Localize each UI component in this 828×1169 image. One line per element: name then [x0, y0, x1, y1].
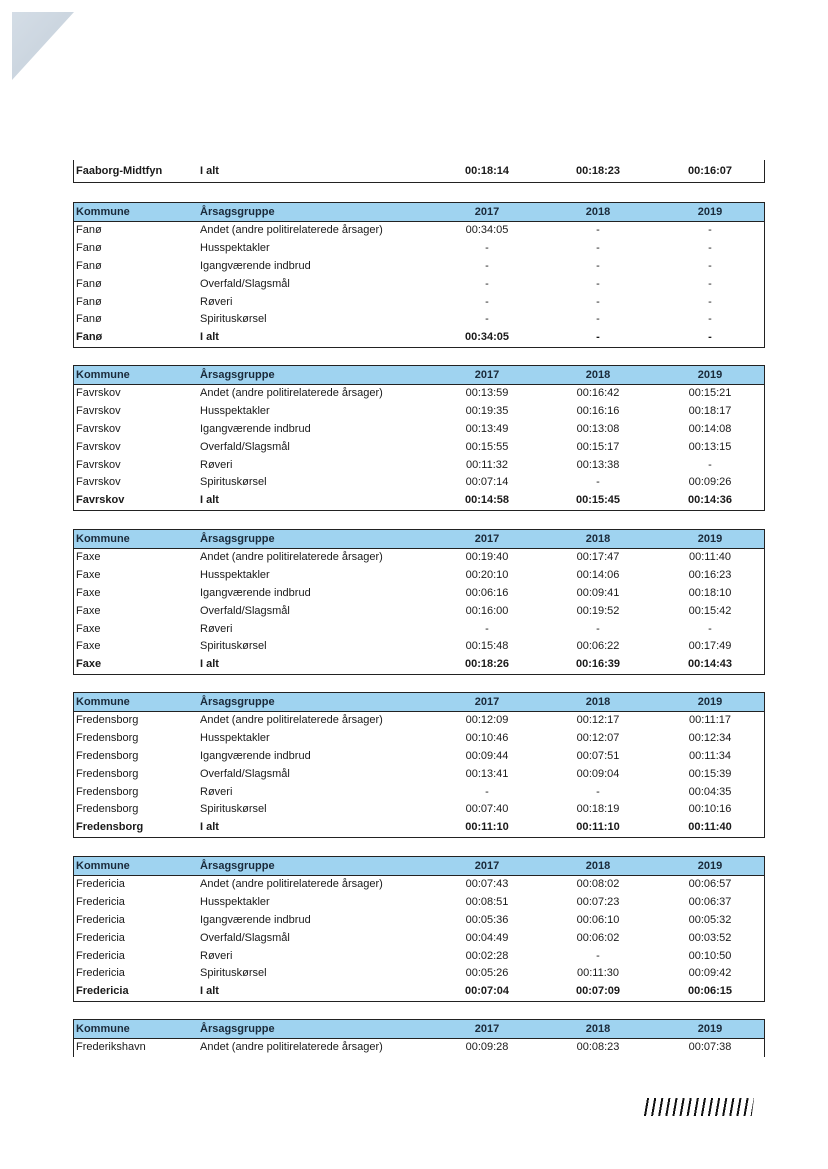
table-row — [74, 1039, 764, 1057]
cell-arsagsgruppe: I alt — [200, 985, 219, 998]
cell-arsagsgruppe: I alt — [200, 331, 219, 344]
header-2017: 2017 — [474, 696, 500, 708]
table-row — [74, 240, 764, 258]
cell-2019: 00:14:08 — [688, 422, 732, 435]
header-kommune: Kommune — [76, 1023, 130, 1035]
cell-2017: 00:05:26 — [465, 967, 509, 980]
table-row — [74, 748, 764, 766]
cell-kommune: Faxe — [76, 551, 101, 563]
header-2019: 2019 — [697, 533, 723, 545]
cell-2019: 00:03:52 — [688, 931, 732, 944]
cell-kommune: Fredericia — [76, 985, 129, 998]
cell-2019: 00:18:17 — [688, 404, 732, 417]
carryover-2017: 00:18:14 — [464, 165, 510, 177]
cell-2019: 00:15:42 — [688, 604, 732, 617]
table-header — [73, 529, 765, 549]
cell-2017: 00:08:51 — [465, 895, 509, 908]
cell-2019: 00:05:32 — [688, 913, 732, 926]
cell-kommune: Favrskov — [76, 476, 121, 489]
cell-2019: 00:17:49 — [688, 640, 732, 653]
cell-kommune: Fredericia — [76, 895, 125, 908]
cell-2018: 00:06:02 — [576, 931, 620, 944]
cell-2017: 00:20:10 — [465, 568, 509, 581]
cell-2018: 00:17:47 — [576, 551, 620, 563]
cell-2019: 00:11:40 — [688, 821, 732, 834]
table-row — [74, 585, 764, 603]
cell-kommune: Frederikshavn — [76, 1041, 146, 1053]
kommune-table — [73, 856, 765, 1002]
cell-kommune: Fanø — [76, 277, 102, 290]
cell-2018: 00:18:19 — [576, 803, 620, 816]
cell-2017: 00:12:09 — [465, 714, 509, 726]
cell-2018: 00:19:52 — [576, 604, 620, 617]
cell-2018: 00:07:23 — [576, 895, 620, 908]
cell-2018: 00:13:38 — [576, 458, 620, 471]
cell-arsagsgruppe: Husspektakler — [200, 241, 270, 254]
cell-2017: - — [485, 785, 489, 798]
cell-2017: 00:15:48 — [465, 640, 509, 653]
total-row — [74, 492, 764, 510]
cell-arsagsgruppe: Spirituskørsel — [200, 967, 267, 980]
cell-2018: 00:07:51 — [576, 749, 620, 762]
header-arsagsgruppe: Årsagsgruppe — [200, 1023, 275, 1035]
cell-2018: 00:07:09 — [575, 985, 621, 998]
cell-2017: 00:19:35 — [465, 404, 509, 417]
carryover-total-row — [73, 160, 765, 183]
cell-2017: 00:05:36 — [465, 913, 509, 926]
cell-kommune: Fredensborg — [76, 821, 144, 834]
cell-kommune: Fredensborg — [76, 714, 139, 726]
cell-2018: - — [596, 476, 600, 489]
cell-arsagsgruppe: Husspektakler — [200, 404, 270, 417]
cell-2019: - — [708, 241, 712, 254]
table-row — [74, 276, 764, 294]
cell-kommune: Faxe — [76, 568, 101, 581]
cell-2018: - — [596, 295, 600, 308]
table-header — [73, 692, 765, 712]
table-header — [73, 856, 765, 876]
table-row — [74, 549, 764, 567]
cell-kommune: Favrskov — [76, 440, 121, 453]
cell-kommune: Fredericia — [76, 931, 125, 944]
header-2019: 2019 — [697, 1023, 723, 1035]
cell-2019: 00:14:36 — [687, 494, 733, 507]
header-2018: 2018 — [585, 860, 611, 872]
header-2017: 2017 — [474, 533, 500, 545]
cell-2019: 00:11:40 — [689, 551, 732, 563]
cell-arsagsgruppe: Overfald/Slagsmål — [200, 767, 290, 780]
header-kommune: Kommune — [76, 369, 130, 381]
table-row — [74, 311, 764, 329]
cell-2017: 00:02:28 — [465, 949, 509, 962]
cell-2018: 00:11:30 — [577, 967, 620, 980]
cell-2018: 00:06:22 — [576, 640, 620, 653]
table-header — [73, 202, 765, 222]
header-arsagsgruppe: Årsagsgruppe — [200, 369, 275, 381]
total-row — [74, 983, 764, 1001]
table-row — [74, 457, 764, 475]
cell-2019: - — [708, 331, 712, 344]
kommune-table — [73, 202, 765, 348]
barcode — [640, 1098, 754, 1116]
kommune-table — [73, 365, 765, 511]
kommune-table — [73, 692, 765, 838]
cell-arsagsgruppe: Andet (andre politirelaterede årsager) — [200, 387, 383, 399]
cell-arsagsgruppe: Igangværende indbrud — [200, 913, 311, 926]
header-arsagsgruppe: Årsagsgruppe — [200, 533, 275, 545]
cell-arsagsgruppe: Igangværende indbrud — [200, 586, 311, 599]
cell-2019: 00:10:50 — [688, 949, 732, 962]
cell-kommune: Fanø — [76, 259, 102, 272]
cell-kommune: Fredensborg — [76, 785, 139, 798]
cell-2018: - — [596, 949, 600, 962]
header-2018: 2018 — [585, 369, 611, 381]
cell-2017: - — [485, 622, 489, 635]
cell-kommune: Fredericia — [76, 913, 125, 926]
cell-2019: 00:11:17 — [689, 714, 732, 726]
header-2017: 2017 — [474, 860, 500, 872]
cell-kommune: Fredericia — [76, 949, 125, 962]
cell-2019: - — [708, 277, 712, 290]
cell-kommune: Favrskov — [76, 422, 121, 435]
cell-2019: - — [708, 295, 712, 308]
table-row — [74, 912, 764, 930]
header-2018: 2018 — [585, 206, 611, 218]
cell-2019: 00:12:34 — [688, 731, 732, 744]
header-arsagsgruppe: Årsagsgruppe — [200, 696, 275, 708]
header-arsagsgruppe: Årsagsgruppe — [200, 860, 275, 872]
cell-2017: 00:04:49 — [465, 931, 509, 944]
cell-2017: - — [485, 241, 489, 254]
cell-2019: 00:09:42 — [688, 967, 732, 980]
cell-2017: 00:14:58 — [464, 494, 510, 507]
table-row — [74, 385, 764, 403]
table-row — [74, 876, 764, 894]
cell-kommune: Fredensborg — [76, 731, 139, 744]
carryover-group: I alt — [200, 165, 219, 177]
cell-2019: 00:06:37 — [688, 895, 732, 908]
cell-2019: 00:06:15 — [687, 985, 733, 998]
cell-2018: - — [596, 313, 600, 326]
cell-2019: - — [708, 259, 712, 272]
cell-2019: 00:16:23 — [688, 568, 732, 581]
table-row — [74, 801, 764, 819]
table-row — [74, 766, 764, 784]
total-row — [74, 329, 764, 347]
cell-2019: - — [708, 622, 712, 635]
table-row — [74, 712, 764, 730]
kommune-table — [73, 1019, 765, 1057]
header-2019: 2019 — [697, 860, 723, 872]
cell-2017: - — [485, 277, 489, 290]
cell-arsagsgruppe: Overfald/Slagsmål — [200, 440, 290, 453]
cell-2017: 00:10:46 — [465, 731, 509, 744]
cell-kommune: Faxe — [76, 640, 101, 653]
table-row — [74, 439, 764, 457]
cell-2017: 00:13:59 — [465, 387, 509, 399]
cell-2019: - — [708, 313, 712, 326]
cell-2017: 00:07:04 — [464, 985, 510, 998]
cell-arsagsgruppe: Husspektakler — [200, 731, 270, 744]
table-row — [74, 567, 764, 585]
cell-2017: 00:07:14 — [465, 476, 509, 489]
cell-2019: 00:04:35 — [688, 785, 732, 798]
cell-2017: 00:07:43 — [465, 878, 509, 890]
cell-kommune: Fanø — [76, 241, 102, 254]
cell-arsagsgruppe: Røveri — [200, 785, 233, 798]
header-2018: 2018 — [585, 533, 611, 545]
header-kommune: Kommune — [76, 860, 130, 872]
cell-2018: - — [596, 241, 600, 254]
cell-2019: - — [708, 458, 712, 471]
cell-2019: 00:18:10 — [688, 586, 732, 599]
cell-kommune: Faxe — [76, 658, 102, 671]
cell-kommune: Fredensborg — [76, 803, 139, 816]
cell-arsagsgruppe: I alt — [200, 658, 219, 671]
table-row — [74, 638, 764, 656]
cell-2017: 00:11:32 — [466, 458, 509, 471]
header-2019: 2019 — [697, 696, 723, 708]
carryover-2019: 00:16:07 — [687, 165, 733, 177]
cell-2017: 00:19:40 — [465, 551, 509, 563]
cell-kommune: Fanø — [76, 295, 102, 308]
cell-arsagsgruppe: Andet (andre politirelaterede årsager) — [200, 878, 383, 890]
cell-2018: 00:15:45 — [575, 494, 621, 507]
cell-kommune: Faxe — [76, 586, 101, 599]
cell-2018: 00:12:07 — [576, 731, 620, 744]
cell-arsagsgruppe: Spirituskørsel — [200, 476, 267, 489]
header-2019: 2019 — [697, 206, 723, 218]
cell-arsagsgruppe: Andet (andre politirelaterede årsager) — [200, 1041, 383, 1053]
total-row — [74, 656, 764, 674]
table-row — [74, 965, 764, 983]
cell-2018: 00:14:06 — [576, 568, 620, 581]
cell-2017: - — [485, 259, 489, 272]
cell-arsagsgruppe: Røveri — [200, 458, 233, 471]
cell-2017: 00:34:05 — [465, 224, 509, 236]
cell-arsagsgruppe: Husspektakler — [200, 568, 270, 581]
cell-2017: 00:13:41 — [465, 767, 509, 780]
cell-2018: - — [596, 331, 600, 344]
cell-2017: 00:06:16 — [465, 586, 509, 599]
cell-2019: - — [708, 224, 712, 236]
table-row — [74, 294, 764, 312]
cell-2017: - — [485, 295, 489, 308]
kommune-table — [73, 529, 765, 675]
cell-arsagsgruppe: I alt — [200, 494, 219, 507]
cell-kommune: Favrskov — [76, 387, 121, 399]
cell-2019: 00:06:57 — [688, 878, 732, 890]
cell-arsagsgruppe: Spirituskørsel — [200, 803, 267, 816]
cell-arsagsgruppe: Røveri — [200, 949, 233, 962]
cell-kommune: Fanø — [76, 331, 103, 344]
table-header — [73, 365, 765, 385]
table-row — [74, 784, 764, 802]
table-row — [74, 403, 764, 421]
cell-2018: - — [596, 277, 600, 290]
cell-2019: 00:15:39 — [688, 767, 732, 780]
cell-arsagsgruppe: Overfald/Slagsmål — [200, 277, 290, 290]
cell-2019: 00:15:21 — [688, 387, 732, 399]
cell-arsagsgruppe: Andet (andre politirelaterede årsager) — [200, 714, 383, 726]
cell-2018: 00:16:16 — [576, 404, 620, 417]
cell-kommune: Fredensborg — [76, 749, 139, 762]
cell-arsagsgruppe: Igangværende indbrud — [200, 259, 311, 272]
cell-2019: 00:11:34 — [689, 749, 732, 762]
cell-arsagsgruppe: Spirituskørsel — [200, 640, 267, 653]
header-2018: 2018 — [585, 696, 611, 708]
cell-2017: 00:15:55 — [465, 440, 509, 453]
carryover-2018: 00:18:23 — [575, 165, 621, 177]
table-row — [74, 421, 764, 439]
cell-2018: 00:08:23 — [576, 1041, 620, 1053]
table-row — [74, 222, 764, 240]
cell-arsagsgruppe: Andet (andre politirelaterede årsager) — [200, 551, 383, 563]
header-arsagsgruppe: Årsagsgruppe — [200, 206, 275, 218]
header-2017: 2017 — [474, 206, 500, 218]
cell-arsagsgruppe: Røveri — [200, 622, 233, 635]
header-2019: 2019 — [697, 369, 723, 381]
cell-arsagsgruppe: I alt — [200, 821, 219, 834]
cell-kommune: Faxe — [76, 622, 101, 635]
cell-2018: 00:15:17 — [576, 440, 620, 453]
cell-2018: 00:09:04 — [576, 767, 620, 780]
cell-kommune: Favrskov — [76, 458, 121, 471]
cell-kommune: Faxe — [76, 604, 101, 617]
cell-2018: - — [596, 259, 600, 272]
cell-kommune: Favrskov — [76, 404, 121, 417]
cell-arsagsgruppe: Andet (andre politirelaterede årsager) — [200, 224, 383, 236]
cell-2018: - — [596, 785, 600, 798]
cell-kommune: Favrskov — [76, 494, 125, 507]
cell-2017: 00:13:49 — [465, 422, 509, 435]
header-2017: 2017 — [474, 369, 500, 381]
cell-2019: 00:13:15 — [688, 440, 732, 453]
cell-arsagsgruppe: Husspektakler — [200, 895, 270, 908]
cell-arsagsgruppe: Spirituskørsel — [200, 313, 267, 326]
header-kommune: Kommune — [76, 696, 130, 708]
cell-2018: - — [596, 224, 600, 236]
cell-arsagsgruppe: Overfald/Slagsmål — [200, 604, 290, 617]
cell-2017: - — [485, 313, 489, 326]
cell-2018: 00:06:10 — [576, 913, 620, 926]
table-row — [74, 930, 764, 948]
cell-kommune: Fredericia — [76, 878, 125, 890]
header-kommune: Kommune — [76, 533, 130, 545]
cell-kommune: Fanø — [76, 313, 102, 326]
cell-2019: 00:09:26 — [688, 476, 732, 489]
table-row — [74, 603, 764, 621]
cell-2018: - — [596, 622, 600, 635]
header-kommune: Kommune — [76, 206, 130, 218]
cell-arsagsgruppe: Røveri — [200, 295, 233, 308]
table-row — [74, 258, 764, 276]
cell-kommune: Fredensborg — [76, 767, 139, 780]
cell-2017: 00:07:40 — [465, 803, 509, 816]
total-row — [74, 819, 764, 837]
cell-2018: 00:12:17 — [576, 714, 620, 726]
cell-2019: 00:14:43 — [687, 658, 733, 671]
cell-arsagsgruppe: Igangværende indbrud — [200, 422, 311, 435]
cell-2018: 00:11:10 — [576, 821, 620, 834]
cell-kommune: Fanø — [76, 224, 102, 236]
table-row — [74, 621, 764, 639]
cell-2017: 00:09:28 — [465, 1041, 509, 1053]
cell-2017: 00:09:44 — [465, 749, 509, 762]
cell-2019: 00:07:38 — [688, 1041, 732, 1053]
table-row — [74, 894, 764, 912]
cell-2018: 00:16:39 — [575, 658, 621, 671]
carryover-kommune: Faaborg-Midtfyn — [76, 165, 163, 177]
cell-2017: 00:11:10 — [465, 821, 509, 834]
cell-2018: 00:16:42 — [576, 387, 620, 399]
header-2017: 2017 — [474, 1023, 500, 1035]
cell-2017: 00:16:00 — [465, 604, 509, 617]
cell-2018: 00:09:41 — [576, 586, 620, 599]
table-row — [74, 730, 764, 748]
cell-kommune: Fredericia — [76, 967, 125, 980]
page-corner-fold — [12, 12, 74, 80]
table-row — [74, 948, 764, 966]
table-row — [74, 474, 764, 492]
cell-2017: 00:34:05 — [464, 331, 510, 344]
cell-arsagsgruppe: Overfald/Slagsmål — [200, 931, 290, 944]
header-2018: 2018 — [585, 1023, 611, 1035]
table-header — [73, 1019, 765, 1039]
cell-arsagsgruppe: Igangværende indbrud — [200, 749, 311, 762]
cell-2018: 00:13:08 — [576, 422, 620, 435]
cell-2019: 00:10:16 — [688, 803, 732, 816]
cell-2017: 00:18:26 — [464, 658, 510, 671]
cell-2018: 00:08:02 — [576, 878, 620, 890]
